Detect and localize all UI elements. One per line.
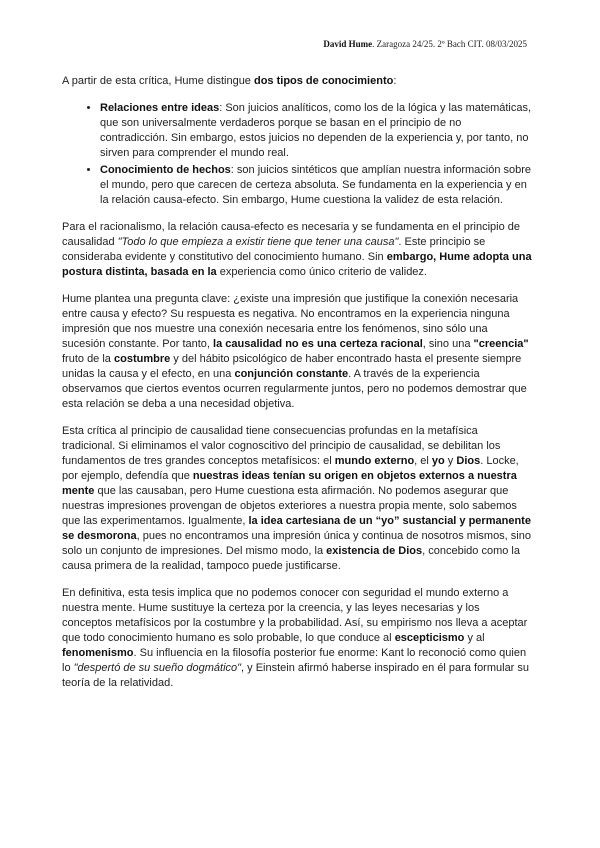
text-run: , sino una <box>422 338 474 350</box>
text-run: y <box>444 455 457 467</box>
text-run: experiencia como único criterio de validez. <box>216 266 427 278</box>
header-author: David Hume <box>323 39 373 49</box>
bold-run: existencia de Dios <box>326 545 423 557</box>
bold-run: yo <box>431 455 445 467</box>
bold-run: fenomenismo <box>62 647 134 659</box>
text-run: , concebido como la causa primera de la realidad, tampoco puede justificarse. <box>62 545 520 572</box>
text-run: y del hábito psicológico de haber encontrado hasta el presente siempre unidas la causa y el efecto, en una <box>62 353 522 380</box>
bold-run: conjunción constante <box>234 368 349 380</box>
text-run: , el <box>414 455 432 467</box>
bold-run: escepticismo <box>394 632 465 644</box>
italic-quote: "despertó de su sueño dogmático" <box>73 662 242 674</box>
bold-run: "creencia" <box>473 338 529 350</box>
knowledge-types-list <box>62 101 532 208</box>
list-item-text: : son juicios sintéticos que amplían nuestra información sobre el mundo, pero que carecen de certeza absoluta. Se fundamenta en la experiencia y en la relación causa-efecto. Sin embargo, Hume cuestiona la validez de esta relación. <box>100 164 532 206</box>
list-item-hechos <box>100 163 532 208</box>
text-run: y al <box>464 632 485 644</box>
list-item-relaciones <box>100 101 532 161</box>
text-run: fruto de la <box>62 353 114 365</box>
italic-quote: "Todo lo que empieza a existir tiene que tener una causa" <box>117 236 399 248</box>
text-run: . Su influencia en la filosofía posterior fue enorme: Kant lo reconoció como quien lo <box>62 647 527 674</box>
bold-run: dos tipos de conocimiento <box>253 75 394 87</box>
text-run: , pues no encontramos una impresión única y continua de nosotros mismos, sino solo un conjunto de impresiones. Del mismo modo, la <box>62 530 531 557</box>
bold-run: costumbre <box>113 353 171 365</box>
text-run: En definitiva, esta tesis implica que no podemos conocer con seguridad el mundo externo a nuestra mente. Hume sustituye la certeza por la creencia, y las leyes necesarias y los conceptos metafísicos por la costumbre y la probabilidad. Así, su empirismo nos lleva a aceptar que todo conocimiento humano es solo probable, lo que conduce al <box>62 587 528 644</box>
list-item-term: Conocimiento de hechos <box>100 164 231 176</box>
list-item-text: : Son juicios analíticos, como los de la lógica y las matemáticas, que son universalmente verdaderos porque se basan en el principio de no contradicción. Sin embargo, estos juicios no dependen de la experiencia y, por tanto, no sirven para comprender el mundo real. <box>100 102 532 159</box>
page-header <box>323 37 527 52</box>
text-run: que las causaban, pero Hume cuestiona esta afirmación. No podemos asegurar que nuestras impresiones provengan de objetos exteriores a nuestra propia mente, solo sabemos que las experimentamos. Igualmente, <box>62 485 517 527</box>
bold-run: la idea cartesiana de un “yo” sustancial y permanente se desmorona <box>62 515 531 542</box>
text-run: Esta crítica al principio de causalidad tiene consecuencias profundas en la metafísica tradicional. Si eliminamos el valor cognoscitivo del principio de causalidad, se debilitan los fundamentos de tres grandes conceptos metafísicos: el <box>62 425 501 467</box>
list-item-term: Relaciones entre ideas <box>100 102 220 114</box>
text-run: , y Einstein afirmó haberse inspirado en él para formular su teoría de la relatividad. <box>62 662 530 689</box>
text-run: Para el racionalismo, la relación causa-efecto es necesaria y se fundamenta en el principio de causalidad <box>62 221 520 248</box>
bold-run: nuestras ideas tenían su origen en objetos externos a nuestra mente <box>62 470 517 497</box>
paragraph-metafisica <box>62 424 532 574</box>
header-details: . Zaragoza 24/25. 2º Bach CIT. 08/03/2025 <box>372 39 527 49</box>
paragraph-racionalismo <box>62 220 532 280</box>
bold-run: mundo externo <box>334 455 415 467</box>
document-body <box>62 74 532 703</box>
text-run: . Este principio se consideraba evidente y constitutivo del conocimiento humano. Sin <box>62 236 486 263</box>
text-run: . Locke, por ejemplo, defendía que <box>62 455 519 482</box>
text-run: : <box>393 75 397 87</box>
text-run: Hume plantea una pregunta clave: ¿existe una impresión que justifique la conexión necesaria entre causa y efecto? Su respuesta es negativa. No encontramos en la experiencia ninguna impresión que nos muestre una conexión necesaria entre los fenómenos, sino sólo una sucesión constante. Por tanto, <box>62 293 519 350</box>
bold-run: embargo, Hume adopta una postura distinta, basada en la <box>62 251 532 278</box>
paragraph-conclusion <box>62 586 532 691</box>
paragraph-pregunta-clave <box>62 292 532 412</box>
bold-run: la causalidad no es una certeza racional <box>213 338 423 350</box>
bold-run: Dios <box>456 455 481 467</box>
text-run: A partir de esta crítica, Hume distingue <box>62 75 254 87</box>
text-run: . A través de la experiencia observamos que ciertos eventos ocurren regularmente juntos, pero no podemos demostrar que esta relación se deba a una necesidad objetiva. <box>62 368 527 410</box>
intro-paragraph <box>62 74 532 89</box>
